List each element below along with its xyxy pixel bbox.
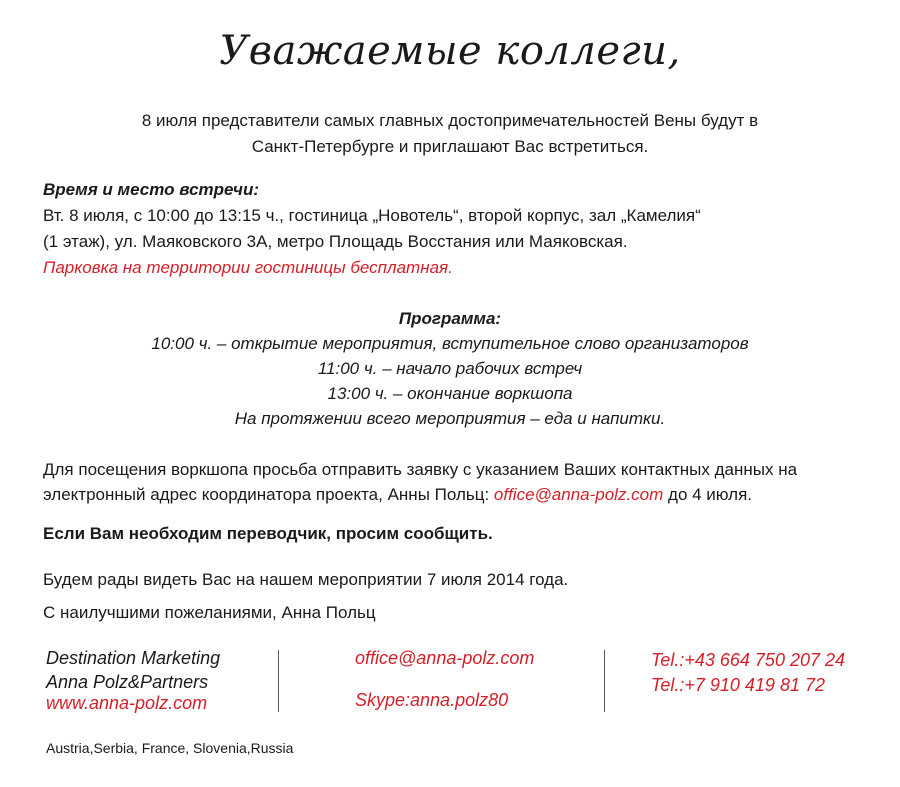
- registration-prefix: электронный адрес координатора проекта, Анны Польц:: [43, 485, 494, 504]
- translator-note: Если Вам необходим переводчик, просим сообщить.: [43, 524, 493, 543]
- phone-austria[interactable]: Tel.:+43 664 750 207 24: [651, 650, 846, 670]
- page-title: Уважаемые коллеги,: [219, 28, 681, 74]
- program-heading: Программа:: [398, 309, 502, 328]
- signature-divider-left: [278, 650, 279, 712]
- skype-contact[interactable]: Skype:anna.polz80: [355, 690, 509, 710]
- company-name-line-2: Anna Polz&Partners: [46, 672, 209, 692]
- registration-email-link[interactable]: office@anna-polz.com: [493, 485, 664, 504]
- program-item: 13:00 ч. – окончание воркшопа: [327, 384, 573, 403]
- signature-email-link[interactable]: office@anna-polz.com: [355, 648, 535, 668]
- registration-line-1: Для посещения воркшопа просьба отправить заявку с указанием Ваших контактных данных на: [43, 460, 798, 479]
- company-name-line-1: Destination Marketing: [46, 648, 221, 668]
- registration-line-2: [43, 485, 752, 505]
- program-item: На протяжении всего мероприятия – еда и напитки.: [234, 409, 666, 428]
- program-item: 11:00 ч. – начало рабочих встреч: [317, 359, 583, 378]
- countries-line: Austria,Serbia, France, Slovenia,Russia: [46, 740, 294, 756]
- venue-line-2: (1 этаж), ул. Маяковского 3А, метро Площадь Восстания или Маяковская.: [43, 232, 628, 251]
- venue-line-1: Вт. 8 июля, с 10:00 до 13:15 ч., гостиница „Новотель“, второй корпус, зал „Камелия“: [43, 206, 701, 225]
- intro-line-1: 8 июля представители самых главных достопримечательностей Вены будут в: [141, 111, 759, 130]
- program-item: 10:00 ч. – открытие мероприятия, вступительное слово организаторов: [151, 334, 749, 353]
- closing-line: Будем рады видеть Вас на нашем мероприятии 7 июля 2014 года.: [43, 570, 569, 589]
- phone-russia[interactable]: Tel.:+7 910 419 81 72: [651, 675, 825, 695]
- venue-heading: Время и место встречи:: [43, 180, 260, 199]
- signature-divider-right: [604, 650, 605, 712]
- intro-line-2: Санкт-Петербурге и приглашают Вас встретиться.: [251, 137, 649, 156]
- regards-line: С наилучшими пожеланиями, Анна Польц: [43, 603, 376, 622]
- registration-suffix: до 4 июля.: [663, 485, 753, 504]
- parking-note: Парковка на территории гостиницы бесплатная.: [43, 258, 453, 277]
- website-link[interactable]: www.anna-polz.com: [46, 693, 208, 713]
